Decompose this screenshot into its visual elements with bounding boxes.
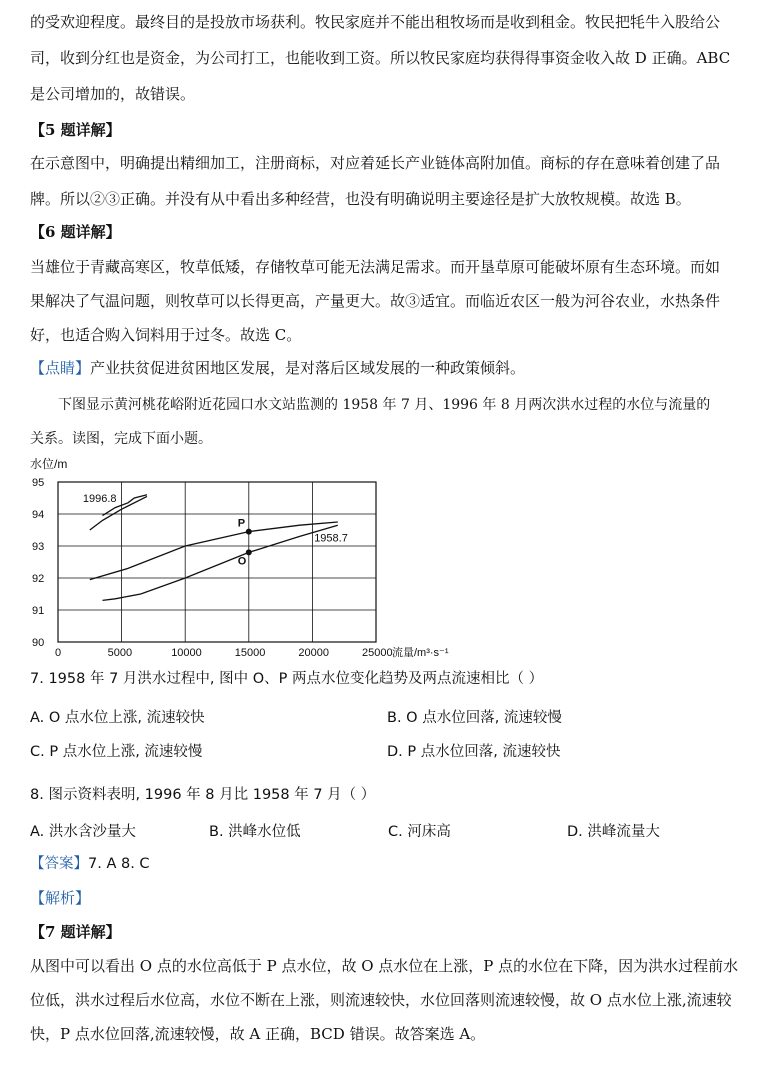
dianjing-text: 产业扶贫促进贫困地区发展，是对落后区域发展的一种政策倾斜。 <box>90 359 526 377</box>
analysis-heading: 【解析】 <box>30 889 91 907</box>
text-line: 司，收到分红也是资金，为公司打工，也能收到工资。所以牧民家庭均获得得事资金收入故 D 正确。ABC <box>30 49 731 67</box>
x-tick-label: 10000 <box>171 647 202 659</box>
q8-option-c[interactable]: C. 河床高 <box>388 824 451 840</box>
intro-line: 关系。读图，完成下面小题。 <box>30 431 212 447</box>
y-tick-label: 90 <box>32 637 45 649</box>
q8-option-b[interactable]: B. 洪峰水位低 <box>209 824 301 840</box>
text-line: 是公司增加的，故错误。 <box>30 85 196 103</box>
q8-option-d[interactable]: D. 洪峰流量大 <box>567 824 660 840</box>
text-line: 牌。所以②③正确。并没有从中看出多种经营，也没有明确说明主要途径是扩大放牧规模。故选 B。 <box>30 190 691 208</box>
x-tick-label: 20000 <box>298 647 329 659</box>
q7-option-a[interactable]: A. O 点水位上涨, 流速较快 <box>30 710 205 726</box>
x-tick-label: 15000 <box>234 647 266 659</box>
answer-tag: 【答案】 <box>30 856 88 872</box>
chart-grid <box>58 482 376 642</box>
x-tick-label: 0 <box>55 647 62 659</box>
x-tick-label: 25000 <box>362 647 393 659</box>
flood-chart <box>28 455 488 660</box>
q6-detail-heading: 【6 题详解】 <box>30 223 121 241</box>
y-tick-label: 95 <box>32 477 45 489</box>
text-line: 从图中可以看出 O 点的水位高低于 P 点水位，故 O 点水位在上涨，P 点的水位在下降，因为洪水过程前水 <box>30 957 739 975</box>
q7-option-b[interactable]: B. O 点水位回落, 流速较慢 <box>387 710 562 726</box>
series-label: 1996.8 <box>82 493 117 505</box>
text-line: 快，P 点水位回落,流速较慢，故 A 正确，BCD 错误。故答案选 A。 <box>30 1025 486 1043</box>
q8-option-a[interactable]: A. 洪水含沙量大 <box>30 824 136 840</box>
y-tick-label: 93 <box>32 541 45 553</box>
text-line: 位低，洪水过程后水位高，水位不断在上涨，则流速较快，水位回落则流速较慢，故 O 点水位上涨,流速较 <box>30 991 732 1009</box>
y-tick-label: 94 <box>32 509 45 521</box>
data-point <box>246 529 252 535</box>
y-tick-label: 92 <box>32 573 45 585</box>
chart-series <box>83 493 348 600</box>
question-7: 7. 1958 年 7 月洪水过程中, 图中 O、P 两点水位变化趋势及两点流速相比（ ） <box>30 671 544 687</box>
point-label: O <box>237 555 247 568</box>
q7-option-d[interactable]: D. P 点水位回落, 流速较快 <box>387 744 561 760</box>
plot-frame <box>58 482 376 642</box>
q7-option-c[interactable]: C. P 点水位上涨, 流速较慢 <box>30 744 203 760</box>
series-line-falling <box>90 522 338 580</box>
y-tick-label: 91 <box>32 605 45 617</box>
data-point <box>246 549 252 555</box>
y-axis-label: 水位/m <box>30 457 68 471</box>
dianjing <box>30 358 525 378</box>
q7-detail-heading: 【7 题详解】 <box>30 923 121 941</box>
text-line: 的受欢迎程度。最终目的是投放市场获利。牧民家庭并不能出租牧场而是收到租金。牧民把牦牛入股给公 <box>30 13 721 31</box>
x-tick-label: 5000 <box>107 647 133 659</box>
q5-detail-heading: 【5 题详解】 <box>30 121 121 139</box>
intro-line: 下图显示黄河桃花峪附近花园口水文站监测的 1958 年 7 月、1996 年 8 月两次洪水过程的水位与流量的 <box>58 397 711 413</box>
text-line: 好，也适合购入饲料用于过冬。故选 C。 <box>30 326 302 344</box>
question-8: 8. 图示资料表明, 1996 年 8 月比 1958 年 7 月（ ） <box>30 787 376 803</box>
point-label: P <box>237 517 246 530</box>
text-line: 当雄位于青藏高寒区，牧草低矮，存储牧草可能无法满足需求。而开垦草原可能破坏原有生态环境。而如 <box>30 258 721 276</box>
x-axis-label: 流量/m³·s⁻¹ <box>392 647 449 659</box>
dianjing-tag: 【点睛】 <box>30 359 91 377</box>
series-label: 1958.7 <box>314 532 348 545</box>
series-line-rising <box>103 525 338 600</box>
answer-line <box>30 854 150 874</box>
text-line: 在示意图中，明确提出精细加工，注册商标，对应着延长产业链体高附加值。商标的存在意味着创建了品 <box>30 154 721 172</box>
text-line: 果解决了气温问题，则牧草可以长得更高，产量更大。故③适宜。而临近农区一般为河谷农业，水热条件 <box>30 292 721 310</box>
answer-text: 7. A 8. C <box>88 856 150 872</box>
